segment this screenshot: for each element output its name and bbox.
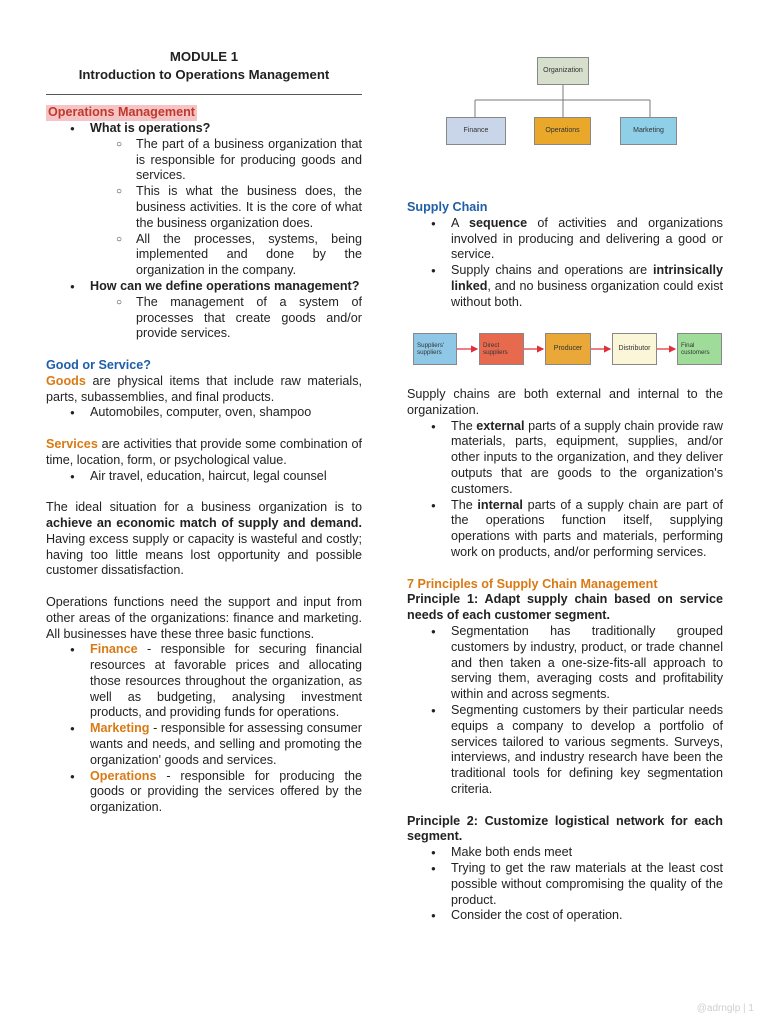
right-column-main xyxy=(407,387,723,924)
list-item: ● How can we define operations management? ○ The management of a system of processes that create goods and/or provide services. xyxy=(46,279,362,342)
services-examples: ● Air travel, education, haircut, legal counsel xyxy=(46,469,362,485)
section-heading-good-or-service: Good or Service? xyxy=(46,357,151,372)
list-item: ● Supply chains and operations are intrinsically linked, and no business organization could exist without both. xyxy=(407,263,723,310)
page-footer: @adrnglp | 1 xyxy=(696,1003,754,1014)
list-item-internal: ● The internal parts of a supply chain are part of the operations function itself, supplying operations with parts and materials, performing work on products, and/or performing services. xyxy=(407,498,723,561)
left-column xyxy=(46,0,362,816)
services-definition: Services are activities that provide some combination of time, location, form, or psychological value. xyxy=(46,436,362,467)
flow-box-producer: Producer xyxy=(545,333,591,365)
org-box-finance: Finance xyxy=(446,117,506,145)
supply-chain-intro: Supply chains are both external and internal to the organization. xyxy=(407,387,723,417)
flow-box-suppliers-suppliers: Suppliers' suppliers xyxy=(413,333,457,365)
principle-2-heading: Principle 2: Customize logistical network for each segment. xyxy=(407,813,723,844)
flow-box-final-customers: Final customers xyxy=(677,333,722,365)
function-item-finance: ● Finance - responsible for securing financial resources at favorable prices and allocating those resources throughout the organization, as well as budgeting, analysing investment products, and providing funds for operations. xyxy=(46,642,362,721)
list-item: ● Segmentation has traditionally grouped customers by industry, product, or trade channel and then taken a one-size-fits-all approach to serving them, averaging costs and profitability within and across segments. xyxy=(407,624,723,703)
flow-box-direct-suppliers: Direct suppliers xyxy=(479,333,524,365)
org-box-organization: Organization xyxy=(537,57,589,85)
list-item: ● Consider the cost of operation. xyxy=(407,908,723,924)
section-heading-supply-chain: Supply Chain xyxy=(407,200,488,214)
goods-definition: Goods are physical items that include raw materials, parts, subassemblies, and final products. xyxy=(46,373,362,404)
list-item: ● A sequence of activities and organizations involved in producing and delivering a good or service. xyxy=(407,216,723,263)
list-item: ● What is operations? ○ The part of a business organization that is responsible for producing goods and services. ○ This is what the business does, the business activities. It is the core of what the business organization does. ○ All the processes, systems, being implemented and done by the organization in the company. xyxy=(46,121,362,279)
list-item: ○ The part of a business organization that is responsible for producing goods and services. xyxy=(46,137,362,184)
module-label: MODULE 1 xyxy=(169,49,239,64)
section-heading-principles: 7 Principles of Supply Chain Management xyxy=(407,576,658,591)
goods-examples: ● Automobiles, computer, oven, shampoo xyxy=(46,405,362,421)
ideal-situation-paragraph: The ideal situation for a business organization is to achieve an economic match of supply and demand. Having excess supply or capacity is wasteful and costly; having too little means lost opportunity and possible customer dissatisfaction. xyxy=(46,500,362,578)
section-good-or-service xyxy=(46,358,362,484)
list-item: ○ All the processes, systems, being implemented and done by the organization in the company. xyxy=(46,232,362,279)
list-item-external: ● The external parts of a supply chain provide raw materials, parts, equipment, supplies, and/or other inputs to the organization, and they deliver outputs that are goods to the organization's customers. xyxy=(407,419,723,498)
principle-1-heading: Principle 1: Adapt supply chain based on service needs of each customer segment. xyxy=(407,592,723,623)
function-item-marketing: ● Marketing - responsible for assessing consumer wants and needs, and selling and promoting the organization' goods and services. xyxy=(46,721,362,768)
list-item: ○ This is what the business does, the business activities. It is the core of what the business organization does. xyxy=(46,184,362,231)
right-column-supply-chain xyxy=(407,200,723,311)
org-box-marketing: Marketing xyxy=(620,117,677,145)
section-operations-management xyxy=(46,103,362,342)
list-item: ○ The management of a system of processes that create goods and/or provide services. xyxy=(46,295,362,342)
org-chart-diagram xyxy=(445,56,680,146)
functions-intro: Operations functions need the support and input from other areas of the organizations: finance and marketing. All businesses have these three basic functions. xyxy=(46,594,362,641)
section-heading-operations: Operations Management xyxy=(48,105,195,119)
flow-box-distributor: Distributor xyxy=(612,333,657,365)
list-item: ● Segmenting customers by their particular needs equips a company to develop a portfolio of services tailored to various segments. Surveys, interviews, and industry research have been the traditional tools for defining key segmentation criteria. xyxy=(407,703,723,798)
list-item: ● Trying to get the raw materials at the least cost possible without compromising the quality of the product. xyxy=(407,861,723,908)
org-box-operations: Operations xyxy=(534,117,591,145)
page-title: Introduction to Operations Management xyxy=(78,67,330,82)
supply-chain-flow-diagram xyxy=(412,332,724,366)
list-item: ● Make both ends meet xyxy=(407,845,723,861)
function-item-operations: ● Operations - responsible for producing the goods or providing the services offered by the organization. xyxy=(46,769,362,816)
